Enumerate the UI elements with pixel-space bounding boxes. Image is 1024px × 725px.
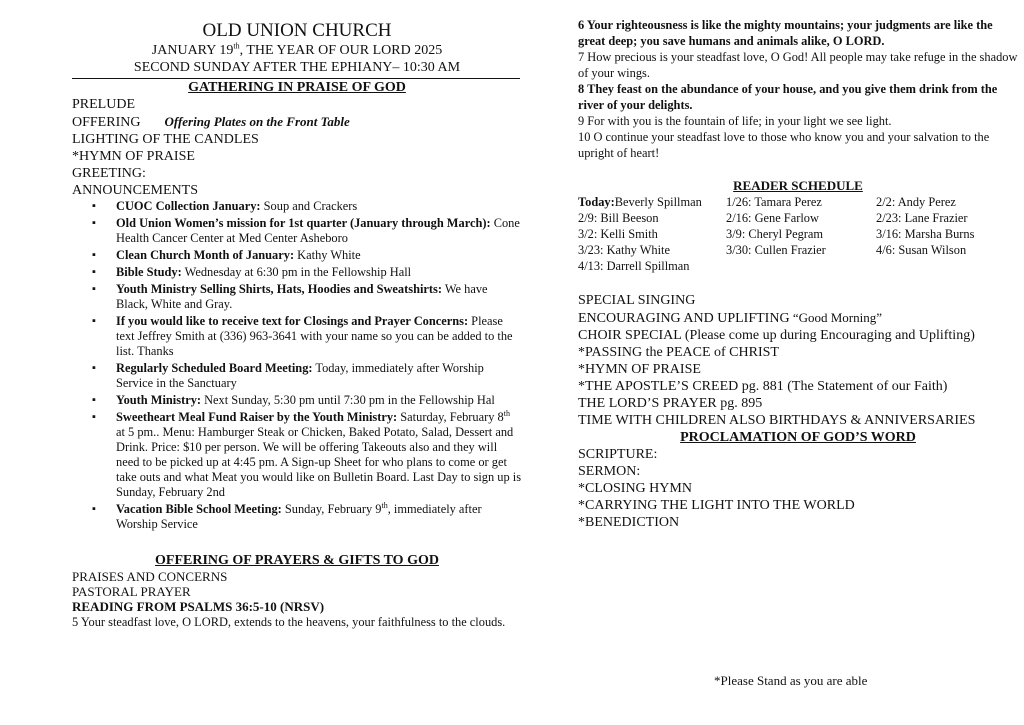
- announcement-text: Today, immediately after Worship Service in the Sanctuary: [116, 361, 484, 390]
- reader-cell: 3/2: Kelli Smith: [578, 227, 658, 241]
- reader-cell: 1/26: Tamara Perez: [726, 195, 822, 209]
- offering-prayers-heading: OFFERING OF PRAYERS & GIFTS TO GOD: [155, 553, 439, 568]
- reader-cell: 2/2: Andy Perez: [876, 195, 956, 209]
- psalm-verse-10: 10 O continue your steadfast love to those who know you and your salvation to the upright of heart!: [578, 130, 990, 160]
- announcement-text: Soup and Crackers: [260, 199, 358, 213]
- reader-row: [578, 258, 1018, 274]
- reader-cell: 4/13: Darrell Spillman: [578, 259, 690, 273]
- reader-row: [578, 210, 1018, 226]
- offering-note: Offering Plates on the Front Table: [164, 114, 350, 129]
- reader-cell: 3/9: Cheryl Pegram: [726, 227, 824, 241]
- psalm-verse-8: 8 They feast on the abundance of your house, and you give them drink from the river of your delights.: [578, 82, 998, 112]
- service-date: [72, 42, 522, 59]
- right-column: [578, 17, 1018, 531]
- list-item: [116, 265, 522, 280]
- announcement-title: If you would like to receive text for Closings and Prayer Concerns:: [116, 314, 469, 328]
- psalm-verse-5: 5 Your steadfast love, O LORD, extends to the heavens, your faithfulness to the clouds.: [72, 615, 506, 629]
- announcement-text-2: at 5 pm.. Menu: Hamburger Steak or Chicken, Baked Potato, Salad, Dessert and Drink. Price: $10 per person. We will be offering Takeouts also and they will need to be picked up at 4:45 pm. A Sign-up Sheet for who plans to come or get take outs and what Meat you would like on Bulletin Board. Last Day to sign up is Sunday, February 2nd: [116, 425, 522, 499]
- reader-row: [578, 242, 1018, 258]
- encouraging-uplifting: [578, 309, 1018, 327]
- reader-row: [578, 226, 1018, 242]
- list-item: [116, 410, 522, 500]
- greeting: GREETING:: [72, 166, 146, 181]
- list-item: [116, 216, 522, 246]
- candles: LIGHTING OF THE CANDLES: [72, 132, 259, 147]
- stand-note: *Please Stand as you are able: [714, 673, 868, 688]
- list-item: [116, 314, 522, 359]
- date-sup: th: [233, 41, 240, 51]
- apostles-creed: *THE APOSTLE’S CREED pg. 881 (The Statement of our Faith): [578, 379, 948, 394]
- announcement-text: Kathy White: [294, 248, 361, 262]
- announcement-title: Regularly Scheduled Board Meeting:: [116, 361, 313, 375]
- today-label: Today:: [578, 195, 615, 209]
- announcement-text: We have Black, White and Gray.: [116, 282, 488, 311]
- closing-hymn: *CLOSING HYMN: [578, 481, 692, 496]
- announcement-title: CUOC Collection January:: [116, 199, 261, 213]
- announcement-text: Wednesday at 6:30 pm in the Fellowship Hall: [181, 265, 412, 279]
- announcements-label: ANNOUNCEMENTS: [72, 183, 198, 198]
- announcement-text: Next Sunday, 5:30 pm until 7:30 pm in the Fellowship Hal: [201, 393, 495, 407]
- lords-prayer: THE LORD’S PRAYER pg. 895: [578, 396, 763, 411]
- praises-concerns: PRAISES AND CONCERNS: [72, 569, 228, 584]
- reader-cell: 3/16: Marsha Burns: [876, 227, 975, 241]
- announcement-title: Clean Church Month of January:: [116, 248, 295, 262]
- pastoral-prayer: PASTORAL PRAYER: [72, 584, 191, 599]
- announcement-title: Bible Study:: [116, 265, 182, 279]
- church-name: OLD UNION CHURCH: [202, 20, 392, 41]
- special-singing: SPECIAL SINGING: [578, 293, 696, 308]
- announcement-text-2: , immediately after Worship Service: [116, 502, 482, 531]
- hymn-of-praise-2: *HYMN OF PRAISE: [578, 362, 701, 377]
- psalm-verse-7: 7 How precious is your steadfast love, O God! All people may take refuge in the shadow of your wings.: [578, 50, 1018, 80]
- list-item: [116, 393, 522, 408]
- reader-schedule: [578, 194, 1018, 274]
- encouraging-song: “Good Morning”: [789, 310, 882, 325]
- announcement-title: Vacation Bible School Meeting:: [116, 502, 282, 516]
- reader-cell: 2/16: Gene Farlow: [726, 211, 819, 225]
- reader-cell: 3/30: Cullen Frazier: [726, 243, 826, 257]
- offering-label: OFFERING: [72, 115, 141, 130]
- reader-cell: 2/9: Bill Beeson: [578, 211, 659, 225]
- carrying-light: *CARRYING THE LIGHT INTO THE WORLD: [578, 498, 855, 513]
- reader-today: [578, 194, 726, 210]
- sermon: SERMON:: [578, 464, 641, 479]
- announcement-title: Youth Ministry:: [116, 393, 202, 407]
- proclamation-heading: PROCLAMATION OF GOD’S WORD: [680, 430, 916, 445]
- announcement-sup: th: [503, 408, 510, 418]
- time-with-children: TIME WITH CHILDREN ALSO BIRTHDAYS & ANNIVERSARIES: [578, 413, 976, 428]
- reader-schedule-heading: READER SCHEDULE: [733, 178, 863, 193]
- today-name: Beverly Spillman: [614, 195, 702, 209]
- gathering-heading: GATHERING IN PRAISE OF GOD: [188, 80, 406, 95]
- announcement-sup: th: [381, 500, 388, 510]
- psalm-verse-9: 9 For with you is the fountain of life; in your light we see light.: [578, 114, 892, 128]
- psalm-reading-title: READING FROM PSALMS 36:5-10 (NRSV): [72, 599, 325, 614]
- date-suffix: , THE YEAR OF OUR LORD 2025: [239, 43, 443, 58]
- announcement-text: Saturday, February 8: [397, 410, 504, 424]
- list-item: [116, 502, 522, 532]
- reader-cell: 3/23: Kathy White: [578, 243, 670, 257]
- list-item: [116, 199, 522, 214]
- announcement-text: Please text Jeffrey Smith at (336) 963-3641 with your name so you can be added to the list. Thanks: [116, 314, 513, 358]
- passing-peace: *PASSING the PEACE of CHRIST: [578, 345, 779, 360]
- announcement-title: Sweetheart Meal Fund Raiser by the Youth Ministry:: [116, 410, 398, 424]
- benediction: *BENEDICTION: [578, 515, 680, 530]
- list-item: [116, 248, 522, 263]
- announcement-text: Cone Health Cancer Center at Med Center Asheboro: [116, 216, 520, 245]
- prelude: PRELUDE: [72, 97, 135, 112]
- offering: [72, 113, 522, 131]
- date-prefix: JANUARY 19: [151, 43, 234, 58]
- service-name: SECOND SUNDAY AFTER THE EPHIANY– 10:30 AM: [133, 60, 461, 75]
- list-item: [116, 282, 522, 312]
- scripture: SCRIPTURE:: [578, 447, 658, 462]
- encouraging-label: ENCOURAGING AND UPLIFTING: [578, 311, 790, 326]
- reader-cell: 2/23: Lane Frazier: [876, 211, 968, 225]
- reader-row: [578, 194, 1018, 210]
- psalm-verse-6: 6 Your righteousness is like the mighty mountains; your judgments are like the great deep; you save humans and animals alike, O LORD.: [578, 18, 993, 48]
- hymn-of-praise: *HYMN OF PRAISE: [72, 149, 195, 164]
- announcement-text: Sunday, February 9: [281, 502, 382, 516]
- announcement-title: Youth Ministry Selling Shirts, Hats, Hoodies and Sweatshirts:: [116, 282, 442, 296]
- reader-cell: 4/6: Susan Wilson: [876, 243, 967, 257]
- list-item: [116, 361, 522, 391]
- announcement-title: Old Union Women’s mission for 1st quarter (January through March):: [116, 216, 491, 230]
- announcements-list: [72, 199, 522, 532]
- left-column: [72, 20, 522, 630]
- choir-special: CHOIR SPECIAL (Please come up during Encouraging and Uplifting): [578, 328, 975, 343]
